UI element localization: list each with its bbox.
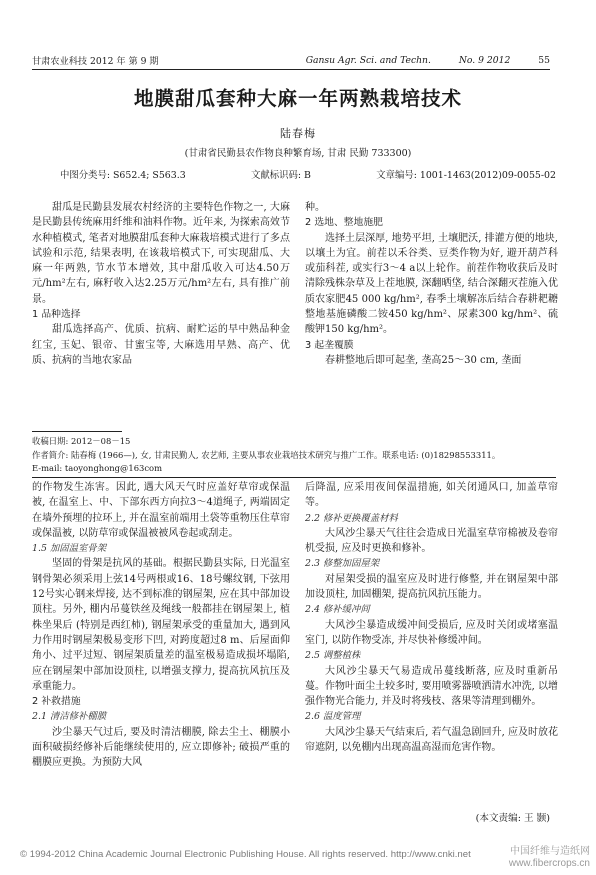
body-paragraph: 大风沙尘暴天气往往会造成日光温室草帘棉被及卷帘机受损, 应及时更换和修补。 <box>305 527 558 555</box>
page-number: 55 <box>538 54 550 66</box>
author-affiliation: (甘肃省民勤县农作物良种繁育场, 甘肃 民勤 733300) <box>184 148 412 159</box>
body-paragraph: 大风沙尘暴造成缓冲间受损后, 应及时关闭或堵塞温室门, 以防作物受冻, 并尽快补修缓冲间。 <box>305 619 558 646</box>
body-paragraph: 大风沙尘暴天气易造成吊蔓线断落, 应及时重新吊蔓。作物叶面尘土较多时, 要用喷雾器喷洒清水冲洗, 以增强作物光合能力, 并及时将残枝、落果等清理到棚外。 <box>305 665 558 708</box>
body-paragraph: 甜瓜是民勤县发展农村经济的主要特色作物之一, 大麻是民勤县传统麻用纤维和油料作物。近年来, 为探索高效节水种植模式, 笔者对地膜甜瓜套种大麻栽培模式进行了多点试验和示范, 结果表明, 在该栽培模式下, 可实现甜瓜、大麻一年两熟, 节水节本增效, 其中甜瓜收入可达4.50万元/hm²左右, 麻籽收入达2.25万元/hm²左右, 具有推广前景。 <box>32 202 290 305</box>
issue-en: No. 9 2012 <box>458 54 511 66</box>
subsection-heading: 2.3 修整加固屋架 <box>305 558 380 570</box>
document-code: 文献标识码: B <box>251 170 311 181</box>
body-paragraph: 沙尘暴天气过后, 要及时清洁棚膜, 除去尘土、棚膜小面积破损经修补后能继续使用的, 应立即修补; 破损严重的棚膜应更换。为预防大风 <box>32 726 290 769</box>
body-paragraph: 选择土层深厚, 地势平坦, 土壤肥沃, 排灌方便的地块, 以壤土为宜。前茬以禾谷类、豆类作物为好, 避开葫芦科或茄科茬, 或实行3～4 a以上轮作。前茬作物收获后及时清除残株杂草及上茬地膜, 深翻晒垡, 结合深翻灭茬施入优质农家肥45 000 kg/hm², 春季土壤解冻后结合春耕耙耱整地基施磷酸二铵450 kg/hm²、尿素300 kg/hm²、硫酸钾150 kg/hm²。 <box>305 232 558 336</box>
body-paragraph: 春耕整地后即可起垄, 垄高25～30 cm, 垄面 <box>325 354 522 366</box>
body-paragraph-continued: 的作物发生冻害。因此, 遇大风天气时应盖好草帘或保温被, 在温室上、中、下部东西方向拉3～4道绳子, 两端固定在墙外预埋的拉环上, 并在温室前端用土袋等重物压住草帘或保温被, 以防草帘或保温被被风卷起或刮走。 <box>32 482 290 539</box>
section-heading: 2 选地、整地施肥 <box>305 217 383 229</box>
article-number: 文章编号: 1001-1463(2012)09-0055-02 <box>376 170 556 181</box>
header-rule <box>32 69 550 70</box>
subsection-heading: 2.5 调整植株 <box>305 650 361 662</box>
watermark-line-1: 中国纤维与造纸网 <box>510 846 590 857</box>
author-bio: 作者简介: 陆春梅 (1966—), 女, 甘肃民勤人, 农艺师, 主要从事农业栽培技术研究与推广工作。联系电话: (0)18298553311。 <box>32 449 501 460</box>
footnote-rule <box>32 431 122 432</box>
received-date: 收稿日期: 2012－08－15 <box>32 436 131 446</box>
copyright-notice: © 1994-2012 China Academic Journal Electronic Publishing House. All rights reserved. http://www.cnki.net <box>20 849 471 860</box>
journal-name-en: Gansu Agr. Sci. and Techn. <box>305 54 431 66</box>
classification-line <box>60 167 556 181</box>
page-break-rule <box>32 477 556 478</box>
subsection-heading: 2.6 温度管理 <box>305 711 361 723</box>
subsection-heading: 2.4 修补缓冲间 <box>305 604 370 616</box>
body-paragraph: 大风沙尘暴天气结束后, 若气温急剧回升, 应及时放花帘遮阴, 以免棚内出现高温高湿而危害作物。 <box>305 726 558 754</box>
section-heading: 1 品种选择 <box>32 309 81 321</box>
author-name: 陆春梅 <box>280 127 316 140</box>
body-paragraph: 坚固的骨架是抗风的基础。根据民勤县实际, 日光温室钢骨架必须采用上弦14号两根或16、18号螺纹钢, 下弦用12号实心钢来焊接, 达不到标准的钢屋架, 应在其中部加设顶柱。另外, 棚内吊蔓铁丝及绳线一般都挂在钢屋架上, 植株坐果后 (特别是西红柿), 钢屋架承受的重量加大, 遇到风力作用时钢屋架极易变形下凹, 对跨度超过8 m、后屋面仰角小、过平过短、钢屋架质量差的温室极易造成损坏塌陷, 应在钢屋架中部加设顶柱, 以增强支撑力, 提高抗风抗压及承重能力。 <box>32 558 290 692</box>
section-heading: 3 起垄覆膜 <box>305 339 354 351</box>
article-title: 地膜甜瓜套种大麻一年两熟栽培技术 <box>133 87 462 110</box>
body-column-right-top <box>305 200 558 368</box>
body-column-left-top <box>32 200 290 368</box>
journal-name-cn: 甘肃农业科技 2012 年 第 9 期 <box>32 56 159 67</box>
body-paragraph: 对屋架受损的温室应及时进行修整, 并在钢屋架中部加设顶柱, 加固棚架, 提高抗风抗压能力。 <box>305 573 558 601</box>
subsection-heading: 2.2 修补更换覆盖材料 <box>305 512 398 524</box>
body-paragraph: 甜瓜选择高产、优质、抗病、耐贮运的早中熟品种金红宝, 玉妃、银帝、甘蜜宝等, 大麻选用早熟、高产、优质、抗病的当地农家品 <box>32 324 290 366</box>
subsection-heading: 1.5 加固温室骨架 <box>32 543 107 555</box>
footnote <box>32 435 556 476</box>
body-paragraph-continued: 种。 <box>305 202 325 213</box>
editor-note: (本文责编: 王 颢) <box>475 813 550 824</box>
journal-info-en <box>306 55 550 66</box>
body-column-left-bottom <box>32 480 290 771</box>
site-watermark <box>509 846 590 870</box>
clc-number: 中图分类号: S652.4; S563.3 <box>60 170 186 181</box>
body-paragraph-continued: 后降温, 应采用夜间保温措施, 如关闭通风口, 加盖草帘等。 <box>305 482 558 509</box>
body-column-right-bottom <box>305 480 558 755</box>
running-header <box>32 53 550 67</box>
section-heading: 2 补救措施 <box>32 696 81 708</box>
subsection-heading: 2.1 清洁修补棚膜 <box>32 711 107 723</box>
author-email: E-mail: taoyonghong@163com <box>32 463 163 473</box>
watermark-line-2: www.fibercrops.cn <box>508 858 590 869</box>
